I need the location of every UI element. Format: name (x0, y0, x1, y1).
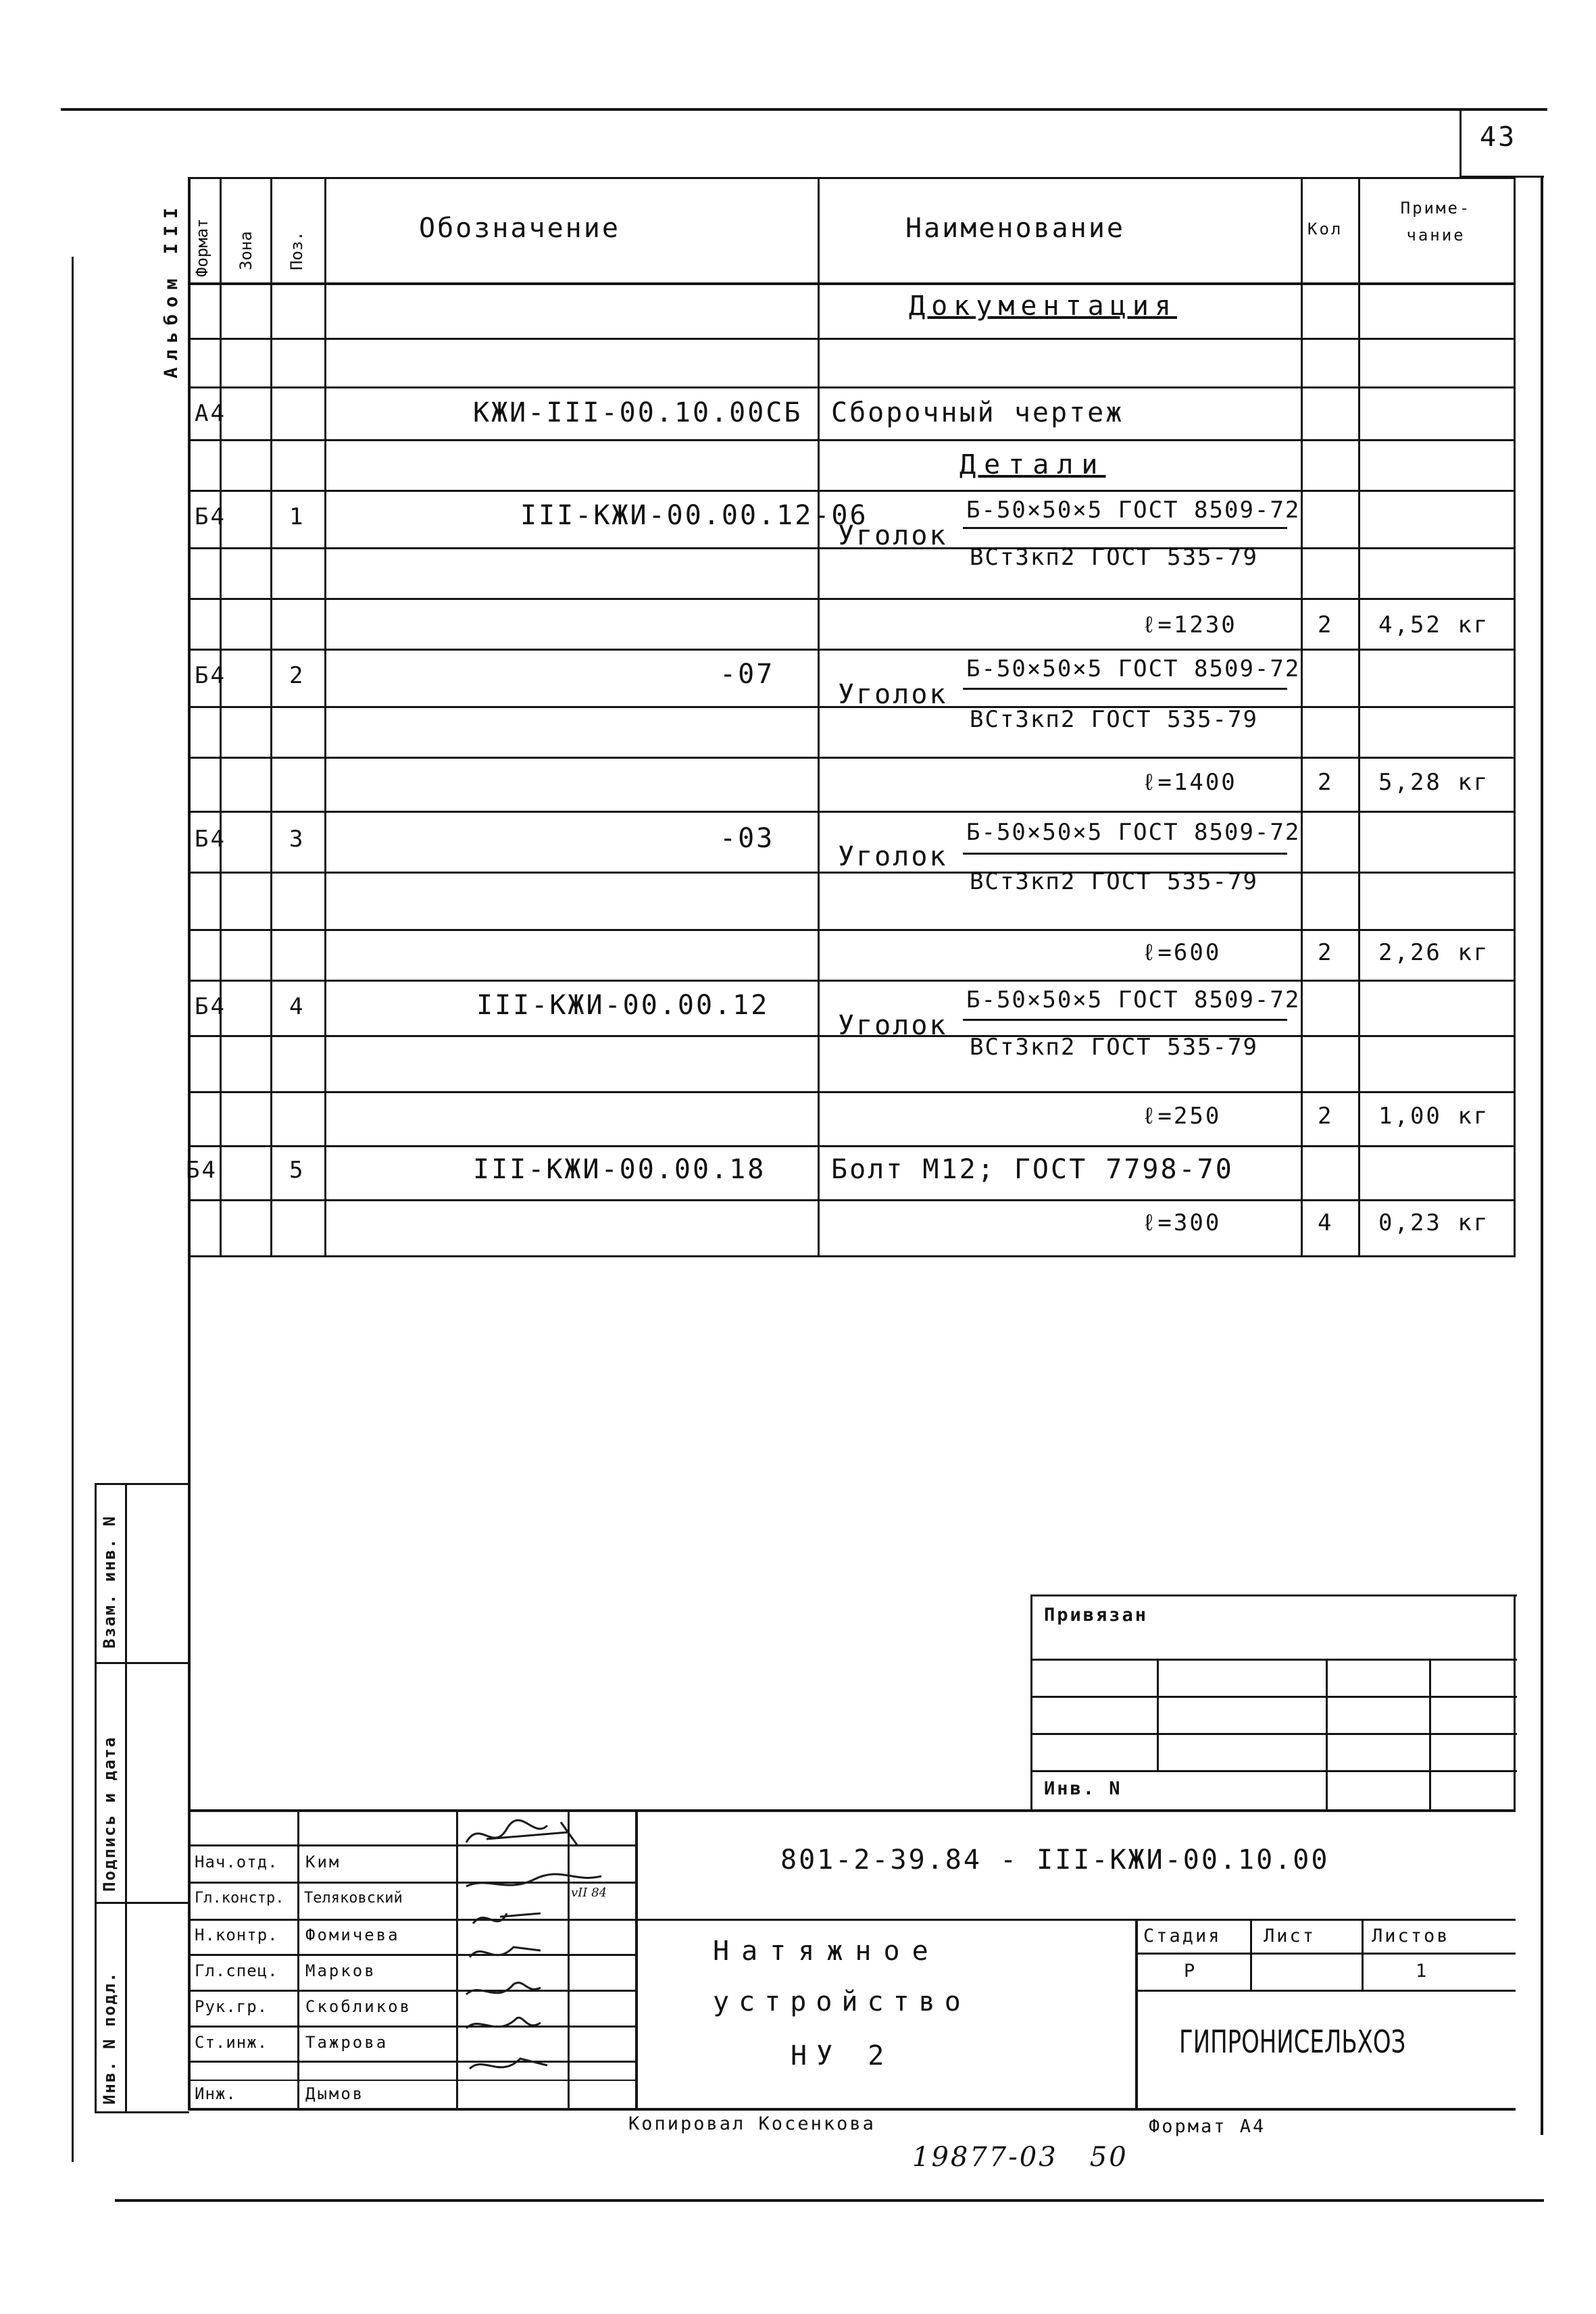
footer-number: 19877-03 50 (912, 2142, 1128, 2173)
title-code: 801-2-39.84 - III-КЖИ-00.10.00 (780, 1844, 1330, 1876)
role-label: Инж. (195, 2084, 236, 2103)
table-row-note: 1,00 кг (1378, 1103, 1490, 1130)
table-row-name: Сборочный чертеж (831, 397, 1124, 428)
role-name: Ким (305, 1853, 341, 1871)
role-label: Нач.отд. (195, 1853, 278, 1871)
table-row-pos: 2 (289, 662, 305, 689)
table-row-note: 2,26 кг (1378, 939, 1490, 966)
table-row-format: Б4 (195, 662, 226, 689)
table-row-length: ℓ=1400 (1142, 769, 1237, 796)
header-pos: Поз. (287, 231, 306, 270)
binding-title: Привязан (1044, 1605, 1149, 1626)
role-name: Дымов (305, 2084, 365, 2103)
stage-value: Р (1184, 1961, 1197, 1982)
role-label: Гл.спец. (195, 1961, 278, 1980)
title-line2: устройство (713, 1986, 970, 2017)
sheets-label: Листов (1372, 1926, 1450, 1946)
table-row-format: Б4 (195, 503, 226, 530)
table-row-designation: III-КЖИ-00.00.12-06 (520, 500, 868, 531)
table-row-qty: 2 (1318, 1103, 1334, 1130)
role-name: Фомичева (305, 1926, 400, 1944)
right-border (1541, 176, 1543, 2135)
role-name: Тажрова (305, 2033, 389, 2052)
stage-label: Стадия (1143, 1926, 1222, 1946)
table-row-qty: 2 (1318, 611, 1334, 638)
table-row-note: 0,23 кг (1378, 1209, 1490, 1236)
table-row-designation: III-КЖИ-00.00.12 (476, 990, 770, 1021)
table-row-frac-bottom: ВСт3кп2 ГОСТ 535-79 (970, 868, 1258, 895)
table-row-name: Болт М12; ГОСТ 7798-70 (831, 1154, 1234, 1185)
table-row-designation: -03 (720, 823, 775, 854)
role-label: Ст.инж. (195, 2033, 268, 2052)
table-row-frac-bottom: ВСт3кп2 ГОСТ 535-79 (970, 544, 1258, 571)
table-row-designation: КЖИ-III-00.10.00СБ (473, 397, 803, 428)
table-row-name: Уголок (838, 679, 948, 710)
table-row-format: Б4 (186, 1157, 218, 1184)
top-border (61, 108, 1547, 111)
sheets-value: 1 (1416, 1961, 1429, 1982)
table-row-length: ℓ=600 (1142, 939, 1222, 966)
table-row-qty: 2 (1318, 939, 1334, 966)
role-label: Рук.гр. (195, 1997, 268, 2016)
section-documentation: Документация (909, 291, 1177, 322)
table-row-frac-top: Б-50×50×5 ГОСТ 8509-72 (966, 655, 1301, 682)
table-row-pos: 4 (289, 993, 305, 1020)
table-row-note: 4,52 кг (1378, 611, 1490, 638)
role-label: Н.контр. (195, 1926, 278, 1944)
strip-podpis: Подпись и дата (100, 1736, 119, 1892)
sheet-label: Лист (1264, 1926, 1316, 1946)
table-row-name: Уголок (838, 1010, 948, 1041)
table-row-name: Уголок (838, 841, 948, 872)
table-row-format: Б4 (195, 826, 226, 853)
table-row-qty: 2 (1318, 769, 1334, 796)
table-row-pos: 5 (289, 1157, 305, 1184)
bottom-border (115, 2199, 1544, 2202)
table-row-name: Уголок (838, 520, 948, 551)
title-line1: Натяжное (713, 1936, 941, 1967)
header-name: Наименование (905, 213, 1125, 244)
title-line3: НУ 2 (791, 2040, 894, 2071)
footer-copied: Копировал Косенкова (628, 2113, 876, 2134)
role-name: Марков (305, 1961, 376, 1980)
header-note: Приме-чание (1400, 199, 1472, 245)
strip-vzam: Взам. инв. N (100, 1515, 119, 1649)
table-row-pos: 3 (289, 826, 305, 853)
table-row-frac-top: Б-50×50×5 ГОСТ 8509-72 (966, 497, 1301, 524)
svg-text:vII 84: vII 84 (571, 1886, 607, 1900)
footer-format: Формат А4 (1149, 2116, 1266, 2137)
role-name: Скобликов (305, 1997, 412, 2016)
strip-inv-podl: Инв. N подл. (100, 1971, 119, 2105)
table-row-frac-bottom: ВСт3кп2 ГОСТ 535-79 (970, 1034, 1258, 1061)
table-row-length: ℓ=1230 (1142, 611, 1237, 638)
table-row-qty: 4 (1318, 1209, 1334, 1236)
table-row-length: ℓ=250 (1142, 1103, 1222, 1130)
page-number: 43 (1480, 122, 1517, 153)
header-designation: Обозначение (419, 213, 620, 244)
table-row-note: 5,28 кг (1378, 769, 1490, 796)
table-row-frac-bottom: ВСт3кп2 ГОСТ 535-79 (970, 706, 1258, 733)
role-name: Теляковский (304, 1890, 403, 1907)
role-label: Гл.констр. (195, 1890, 284, 1907)
header-qty: Кол (1307, 220, 1343, 238)
table-row-designation: -07 (720, 659, 775, 690)
table-row-designation: III-КЖИ-00.00.18 (473, 1154, 766, 1185)
table-row-pos: 1 (289, 503, 305, 530)
side-label-album: Альбом III (161, 201, 182, 378)
table-row-frac-top: Б-50×50×5 ГОСТ 8509-72 (966, 819, 1301, 846)
table-row-format: Б4 (195, 993, 226, 1020)
signature-marks (459, 1812, 635, 2109)
left-outer-line (72, 257, 74, 2162)
header-zone: Зона (236, 231, 255, 270)
org-name: ГИПРОНИСЕЛЬХОЗ (1179, 2023, 1406, 2060)
table-row-format: А4 (195, 400, 226, 427)
header-format: Формат (193, 218, 211, 277)
section-details: Детали (959, 449, 1106, 480)
binding-inv: Инв. N (1044, 1778, 1122, 1799)
table-row-length: ℓ=300 (1142, 1209, 1222, 1236)
table-row-frac-top: Б-50×50×5 ГОСТ 8509-72 (966, 986, 1301, 1013)
